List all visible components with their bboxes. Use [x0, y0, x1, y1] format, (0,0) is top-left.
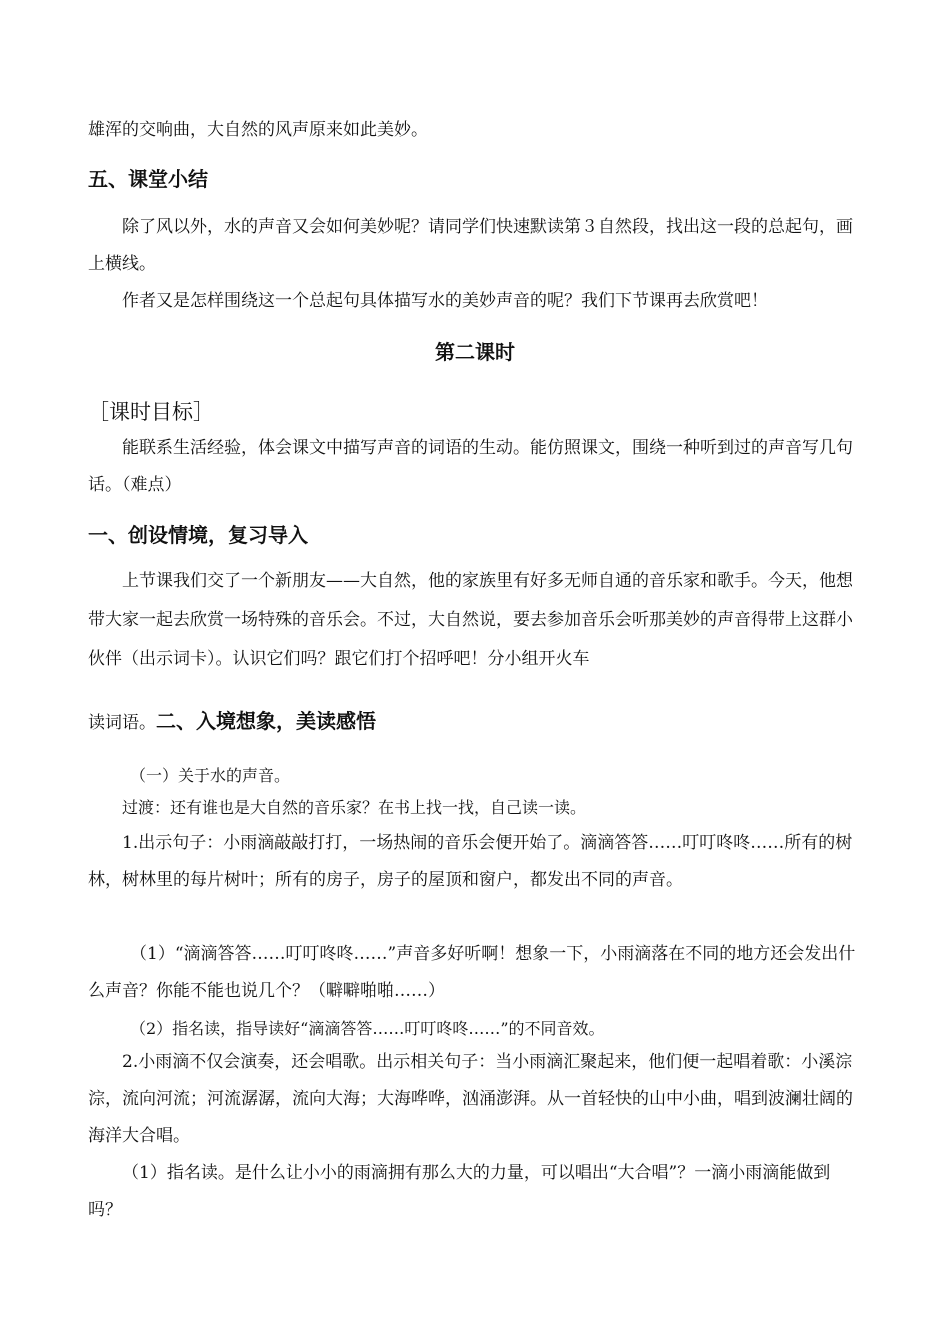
- heading-lesson-goal: ［课时目标］: [88, 400, 214, 424]
- paragraph-lesson-goal: 能联系生活经验，体会课文中描写声音的词语的生动。能仿照课文，围绕一种听到过的声音写几句话。（难点）: [88, 438, 853, 495]
- heading-class-summary: 五、课堂小结: [88, 167, 208, 191]
- paragraph-item-2-question-1: （1）指名读。是什么让小小的雨滴拥有那么大的力量，可以唱出“大合唱”？一滴小雨滴能做到吗？: [88, 1163, 831, 1220]
- paragraph-part-one-tail-with-heading: [88, 703, 858, 742]
- heading-part-one: 一、创设情境，复习导入: [88, 523, 308, 547]
- paragraph-summary-1: 除了风以外，水的声音又会如何美妙呢？请同学们快速默读第３自然段，找出这一段的总起句，画上横线。: [88, 217, 853, 274]
- paragraph-transition: 过渡：还有谁也是大自然的音乐家？在书上找一找，自己读一读。: [122, 798, 587, 817]
- paragraph-item-1-question-1: （1）“滴滴答答……叮叮咚咚……”声音多好听啊！想象一下，小雨滴落在不同的地方还会发出什么声音？你能不能也说几个？（噼噼啪啪……）: [88, 944, 856, 1001]
- heading-part-two: 二、入境想象，美读感悟: [156, 709, 376, 733]
- paragraph-intro-end: 雄浑的交响曲，大自然的风声原来如此美妙。: [88, 120, 428, 140]
- paragraph-part-one: 上节课我们交了一个新朋友——大自然，他的家族里有好多无师自通的音乐家和歌手。今天，他想带大家一起去欣赏一场特殊的音乐会。不过，大自然说，要去参加音乐会听那美妙的声音得带上这群小伙伴（出示词卡）。认识它们吗？跟它们打个招呼吧！分小组开火车: [88, 571, 853, 669]
- part-one-tail-text: 读词语。: [88, 713, 156, 733]
- paragraph-summary-2: 作者又是怎样围绕这一个总起句具体描写水的美妙声音的呢？我们下节课再去欣赏吧！: [122, 291, 768, 311]
- paragraph-item-1-question-2: （2）指名读，指导读好“滴滴答答……叮叮咚咚……”的不同音效。: [130, 1019, 605, 1038]
- paragraph-item-2: 2.小雨滴不仅会演奏，还会唱歌。出示相关句子：当小雨滴汇聚起来，他们便一起唱着歌：小溪淙淙，流向河流；河流潺潺，流向大海；大海哗哗，汹涌澎湃。从一首轻快的山中小曲，唱到波澜壮阔的海洋大合唱。: [88, 1052, 853, 1146]
- heading-second-lesson: 第二课时: [435, 340, 515, 364]
- paragraph-water-sound: （一）关于水的声音。: [130, 766, 291, 785]
- paragraph-item-1: 1.出示句子：小雨滴敲敲打打，一场热闹的音乐会便开始了。滴滴答答……叮叮咚咚……所有的树林，树林里的每片树叶；所有的房子，房子的屋顶和窗户，都发出不同的声音。: [88, 833, 853, 890]
